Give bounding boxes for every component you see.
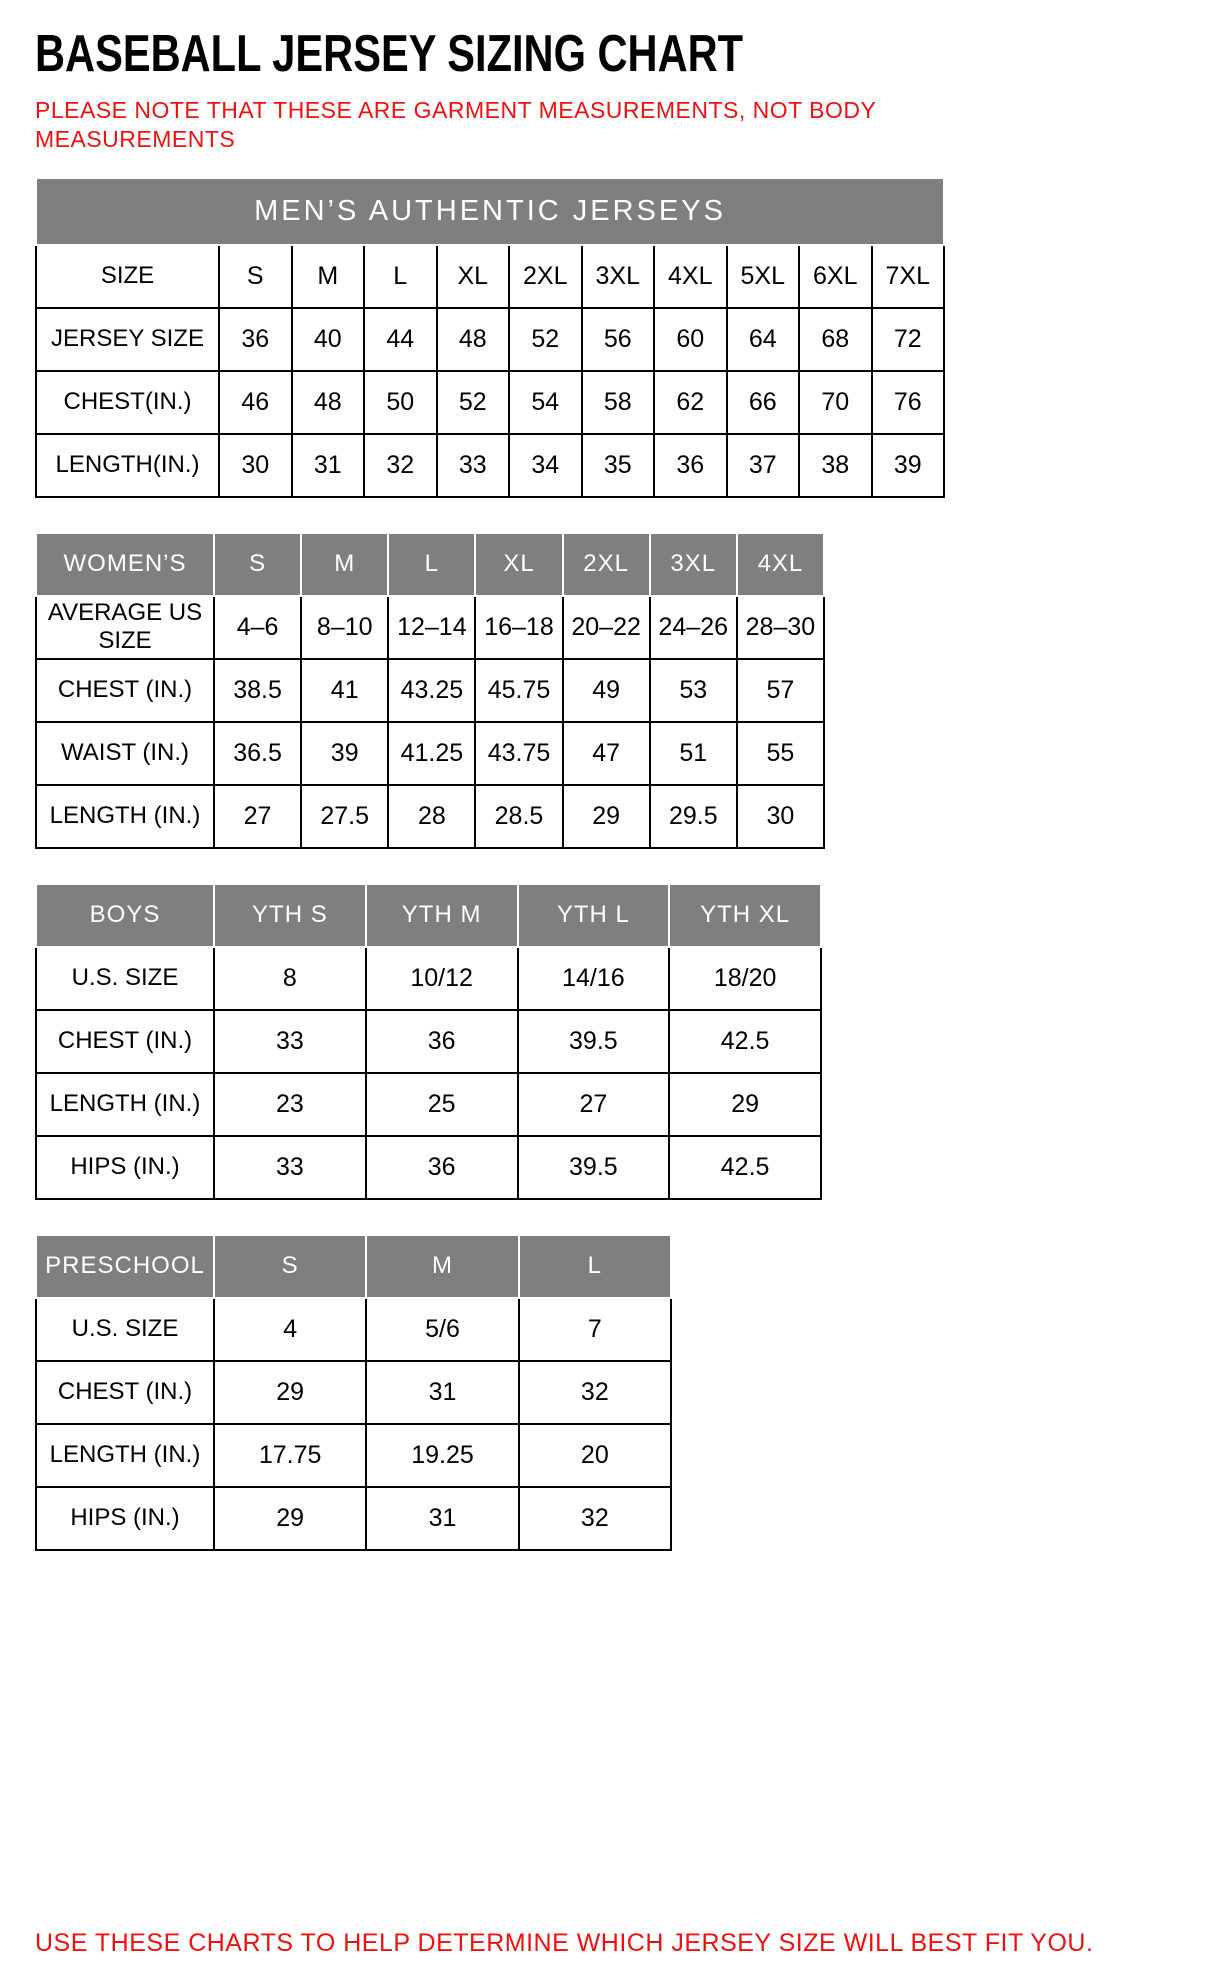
mens-value-cell: 48 [292,371,365,434]
mens-value-cell: 7XL [872,245,945,308]
preschool-row-label: CHEST (IN.) [36,1361,214,1424]
womens-value-cell: 55 [737,722,824,785]
boys-value-cell: 18/20 [669,947,821,1010]
boys-table-title: BOYS [36,884,214,947]
mens-value-cell: 44 [364,308,437,371]
womens-value-cell: 27.5 [301,785,388,848]
boys-value-cell: 29 [669,1073,821,1136]
page-title: BASEBALL JERSEY SIZING CHART [35,25,744,83]
mens-value-cell: 76 [872,371,945,434]
preschool-value-cell: 20 [519,1424,671,1487]
boys-value-cell: 27 [518,1073,670,1136]
preschool-value-cell: 31 [366,1487,518,1550]
mens-value-cell: 72 [872,308,945,371]
mens-value-cell: 2XL [509,245,582,308]
mens-sizing-table [35,177,945,498]
boys-table-row [36,1010,821,1073]
womens-table-row [36,659,824,722]
mens-value-cell: 50 [364,371,437,434]
mens-row-label: CHEST(IN.) [36,371,219,434]
mens-row-label: SIZE [36,245,219,308]
boys-row-label: CHEST (IN.) [36,1010,214,1073]
boys-column-header: YTH L [518,884,670,947]
womens-value-cell: 12–14 [388,596,475,659]
mens-value-cell: 36 [654,434,727,497]
womens-value-cell: 20–22 [563,596,650,659]
womens-value-cell: 30 [737,785,824,848]
mens-value-cell: 39 [872,434,945,497]
preschool-table-row [36,1487,671,1550]
preschool-value-cell: 31 [366,1361,518,1424]
boys-row-label: HIPS (IN.) [36,1136,214,1199]
boys-value-cell: 36 [366,1010,518,1073]
womens-value-cell: 45.75 [475,659,562,722]
mens-value-cell: 68 [799,308,872,371]
womens-column-header: 3XL [650,533,737,596]
mens-value-cell: 58 [582,371,655,434]
womens-row-label: WAIST (IN.) [36,722,214,785]
womens-row-label: LENGTH (IN.) [36,785,214,848]
mens-value-cell: 46 [219,371,292,434]
womens-value-cell: 28.5 [475,785,562,848]
womens-value-cell: 38.5 [214,659,301,722]
mens-value-cell: 40 [292,308,365,371]
mens-value-cell: 33 [437,434,510,497]
womens-value-cell: 27 [214,785,301,848]
womens-sizing-table [35,532,825,849]
womens-value-cell: 57 [737,659,824,722]
mens-row-label: LENGTH(IN.) [36,434,219,497]
womens-column-header: M [301,533,388,596]
footer-note: USE THESE CHARTS TO HELP DETERMINE WHICH JERSEY SIZE WILL BEST FIT YOU. [35,1929,1094,1957]
mens-value-cell: 6XL [799,245,872,308]
mens-value-cell: M [292,245,365,308]
mens-value-cell: 30 [219,434,292,497]
mens-value-cell: 37 [727,434,800,497]
womens-table-row [36,722,824,785]
mens-value-cell: 64 [727,308,800,371]
mens-value-cell: XL [437,245,510,308]
preschool-table-title: PRESCHOOL [36,1235,214,1298]
mens-value-cell: S [219,245,292,308]
womens-value-cell: 28 [388,785,475,848]
boys-value-cell: 8 [214,947,366,1010]
mens-value-cell: 32 [364,434,437,497]
mens-table-title: MEN’S AUTHENTIC JERSEYS [36,178,944,245]
womens-value-cell: 51 [650,722,737,785]
womens-value-cell: 24–26 [650,596,737,659]
boys-row-label: LENGTH (IN.) [36,1073,214,1136]
womens-value-cell: 16–18 [475,596,562,659]
boys-value-cell: 39.5 [518,1010,670,1073]
mens-value-cell: 5XL [727,245,800,308]
boys-table-section [35,883,1185,1200]
boys-value-cell: 42.5 [669,1010,821,1073]
preschool-table-row [36,1298,671,1361]
boys-table-row [36,947,821,1010]
boys-column-header: YTH M [366,884,518,947]
womens-table-row [36,785,824,848]
boys-table-row [36,1136,821,1199]
preschool-table-section [35,1234,1185,1551]
mens-table-row [36,434,944,497]
womens-column-header: XL [475,533,562,596]
boys-value-cell: 36 [366,1136,518,1199]
mens-value-cell: 62 [654,371,727,434]
boys-sizing-table [35,883,822,1200]
preschool-value-cell: 32 [519,1361,671,1424]
womens-table-section [35,532,1185,849]
womens-table-title: WOMEN’S [36,533,214,596]
preschool-value-cell: 29 [214,1487,366,1550]
garment-measurement-note: PLEASE NOTE THAT THESE ARE GARMENT MEASUREMENTS, NOT BODY MEASUREMENTS [35,97,876,153]
mens-value-cell: 48 [437,308,510,371]
boys-value-cell: 10/12 [366,947,518,1010]
preschool-row-label: LENGTH (IN.) [36,1424,214,1487]
womens-value-cell: 49 [563,659,650,722]
womens-value-cell: 8–10 [301,596,388,659]
preschool-value-cell: 7 [519,1298,671,1361]
womens-value-cell: 29 [563,785,650,848]
preschool-column-header: S [214,1235,366,1298]
mens-value-cell: 52 [437,371,510,434]
mens-table-section [35,177,1185,498]
boys-value-cell: 25 [366,1073,518,1136]
womens-column-header: 4XL [737,533,824,596]
boys-value-cell: 42.5 [669,1136,821,1199]
womens-value-cell: 28–30 [737,596,824,659]
boys-column-header: YTH S [214,884,366,947]
mens-value-cell: 54 [509,371,582,434]
preschool-value-cell: 17.75 [214,1424,366,1487]
mens-value-cell: 70 [799,371,872,434]
womens-table-row [36,596,824,659]
preschool-table-row [36,1424,671,1487]
mens-row-label: JERSEY SIZE [36,308,219,371]
boys-table-row [36,1073,821,1136]
womens-column-header: L [388,533,475,596]
womens-value-cell: 4–6 [214,596,301,659]
mens-value-cell: 31 [292,434,365,497]
womens-value-cell: 39 [301,722,388,785]
womens-column-header: S [214,533,301,596]
womens-row-label: AVERAGE US SIZE [36,596,214,659]
boys-row-label: U.S. SIZE [36,947,214,1010]
preschool-table-row [36,1361,671,1424]
womens-row-label: CHEST (IN.) [36,659,214,722]
womens-value-cell: 36.5 [214,722,301,785]
mens-value-cell: 36 [219,308,292,371]
womens-column-header: 2XL [563,533,650,596]
preschool-value-cell: 19.25 [366,1424,518,1487]
mens-value-cell: 66 [727,371,800,434]
womens-value-cell: 41 [301,659,388,722]
womens-value-cell: 53 [650,659,737,722]
preschool-row-label: HIPS (IN.) [36,1487,214,1550]
mens-value-cell: 3XL [582,245,655,308]
womens-value-cell: 43.75 [475,722,562,785]
womens-value-cell: 41.25 [388,722,475,785]
boys-value-cell: 14/16 [518,947,670,1010]
boys-value-cell: 33 [214,1010,366,1073]
preschool-value-cell: 4 [214,1298,366,1361]
preschool-row-label: U.S. SIZE [36,1298,214,1361]
boys-value-cell: 39.5 [518,1136,670,1199]
preschool-column-header: M [366,1235,518,1298]
preschool-column-header: L [519,1235,671,1298]
mens-value-cell: 34 [509,434,582,497]
preschool-value-cell: 29 [214,1361,366,1424]
mens-value-cell: 35 [582,434,655,497]
mens-table-row [36,245,944,308]
mens-value-cell: 56 [582,308,655,371]
mens-value-cell: L [364,245,437,308]
womens-value-cell: 47 [563,722,650,785]
boys-value-cell: 23 [214,1073,366,1136]
womens-value-cell: 29.5 [650,785,737,848]
boys-column-header: YTH XL [669,884,821,947]
boys-value-cell: 33 [214,1136,366,1199]
mens-value-cell: 4XL [654,245,727,308]
preschool-value-cell: 5/6 [366,1298,518,1361]
mens-value-cell: 52 [509,308,582,371]
preschool-value-cell: 32 [519,1487,671,1550]
mens-table-row [36,308,944,371]
mens-value-cell: 60 [654,308,727,371]
womens-value-cell: 43.25 [388,659,475,722]
mens-table-row [36,371,944,434]
preschool-sizing-table [35,1234,672,1551]
mens-value-cell: 38 [799,434,872,497]
